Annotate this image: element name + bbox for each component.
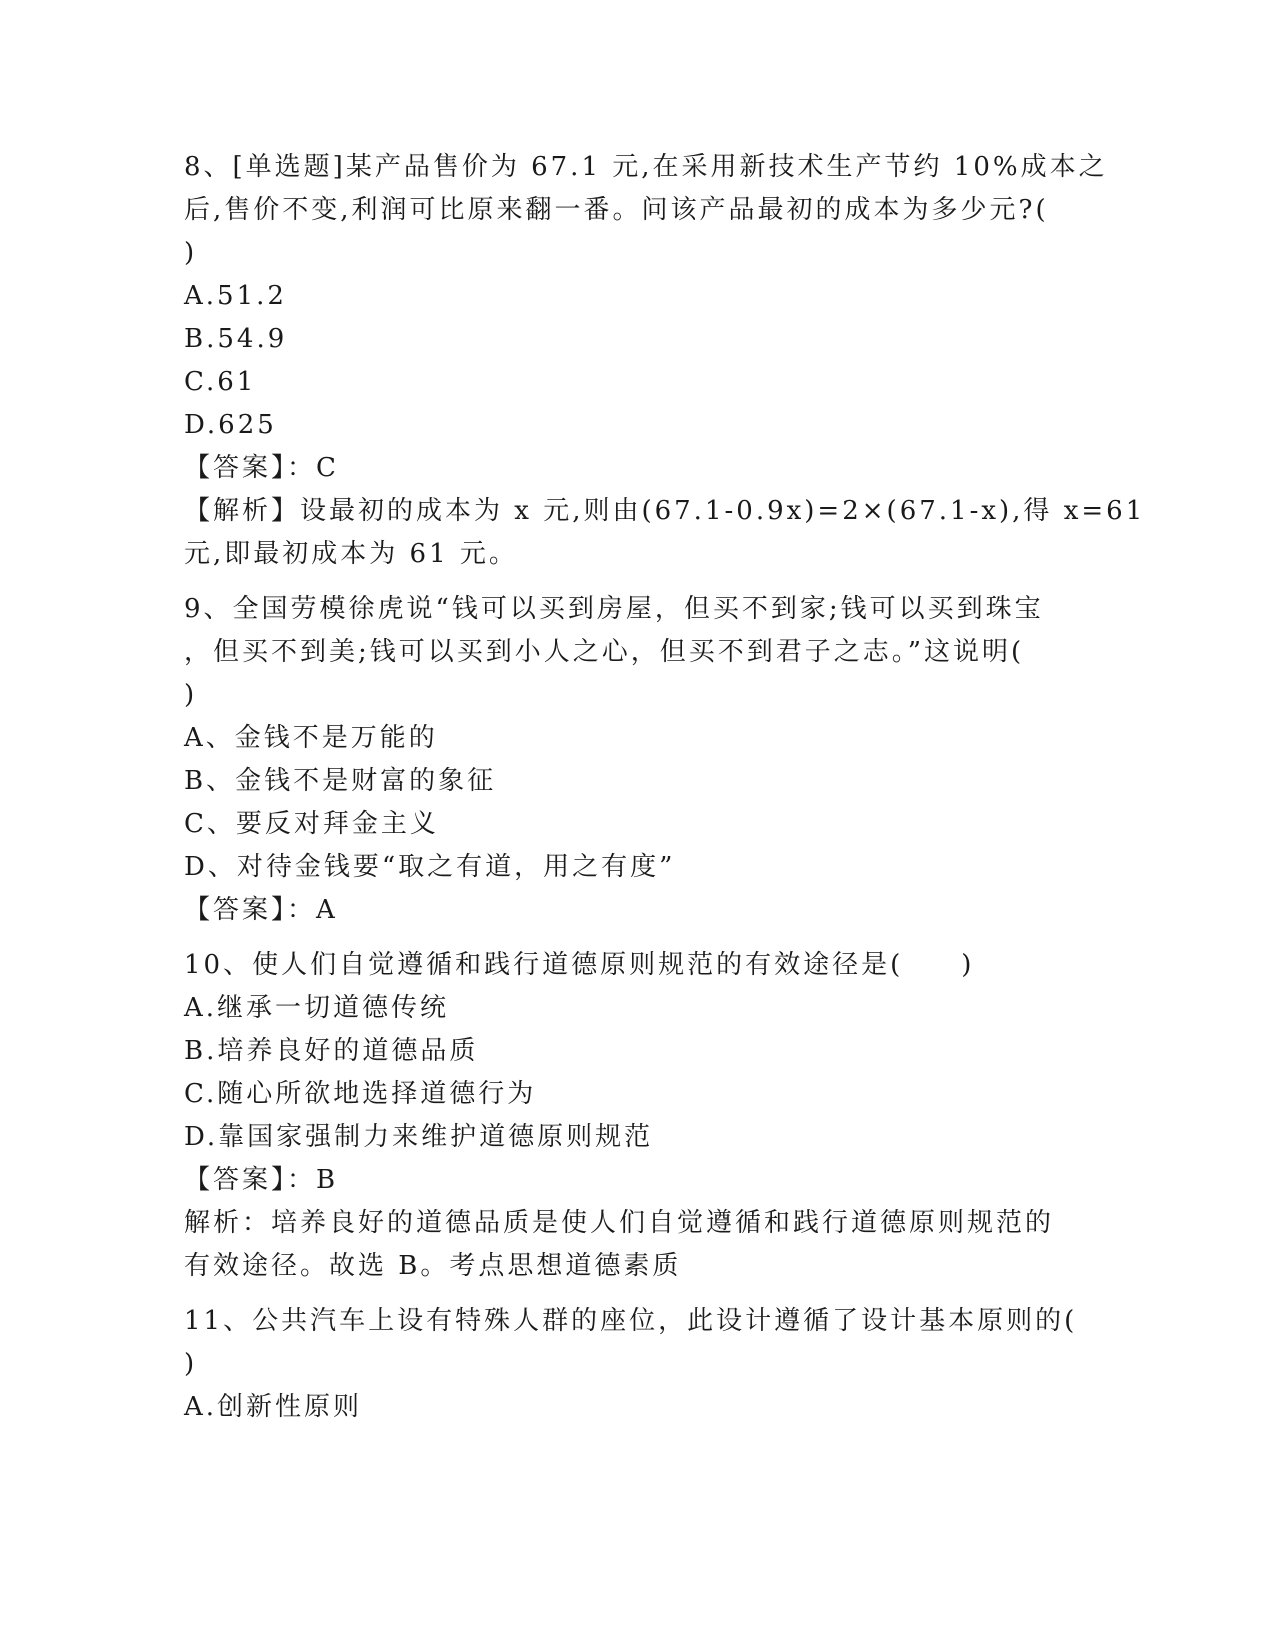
answer-line: 【答案】：B <box>184 1165 339 1195</box>
option-b: B、金钱不是财富的象征 <box>184 766 497 796</box>
question-10 <box>184 944 1084 1288</box>
option-b: B.培养良好的道德品质 <box>184 1036 479 1066</box>
option-d: D.625 <box>184 410 277 440</box>
question-stem-line: 后,售价不变,利润可比原来翻一番。问该产品最初的成本为多少元?( <box>184 195 1049 225</box>
question-stem-line: 11、公共汽车上设有特殊人群的座位，此设计遵循了设计基本原则的( <box>184 1306 1078 1336</box>
answer-line: 【答案】：C <box>184 453 339 483</box>
question-stem-line: 8、[单选题]某产品售价为 67.1 元,在采用新技术生产节约 10%成本之 <box>184 152 1108 182</box>
question-stem-line: ) <box>184 680 198 710</box>
question-stem-line: ) <box>184 1349 198 1379</box>
question-stem-line: 9、全国劳模徐虎说“钱可以买到房屋，但买不到家;钱可以买到珠宝 <box>184 594 1044 624</box>
option-a: A.创新性原则 <box>184 1392 363 1422</box>
question-stem-line: ，但买不到美;钱可以买到小人之心，但买不到君子之志。”这说明( <box>184 637 1025 667</box>
option-b: B.54.9 <box>184 324 288 354</box>
option-a: A.继承一切道德传统 <box>184 993 450 1023</box>
question-9 <box>184 588 1084 932</box>
option-c: C.随心所欲地选择道德行为 <box>184 1079 537 1109</box>
analysis-line: 解析：培养良好的道德品质是使人们自觉遵循和践行道德原则规范的 <box>184 1208 1055 1238</box>
question-stem-line: 10、使人们自觉遵循和践行道德原则规范的有效途径是( ) <box>184 950 975 980</box>
option-c: C、要反对拜金主义 <box>184 809 439 839</box>
option-c: C.61 <box>184 367 257 397</box>
option-d: D、对待金钱要“取之有道，用之有度” <box>184 852 676 882</box>
answer-line: 【答案】：A <box>184 895 338 925</box>
question-stem-line: ) <box>184 238 198 268</box>
document-page <box>184 146 1146 1441</box>
option-a: A.51.2 <box>184 281 287 311</box>
analysis-line: 元,即最初成本为 61 元。 <box>184 539 518 569</box>
question-11 <box>184 1300 1084 1429</box>
question-8 <box>184 146 1146 576</box>
analysis-line: 有效途径。故选 B。考点思想道德素质 <box>184 1251 682 1281</box>
option-d: D.靠国家强制力来维护道德原则规范 <box>184 1122 654 1152</box>
option-a: A、金钱不是万能的 <box>184 723 438 753</box>
analysis-line: 【解析】设最初的成本为 x 元,则由(67.1-0.9x)=2×(67.1-x),得 x=61 <box>184 496 1146 526</box>
